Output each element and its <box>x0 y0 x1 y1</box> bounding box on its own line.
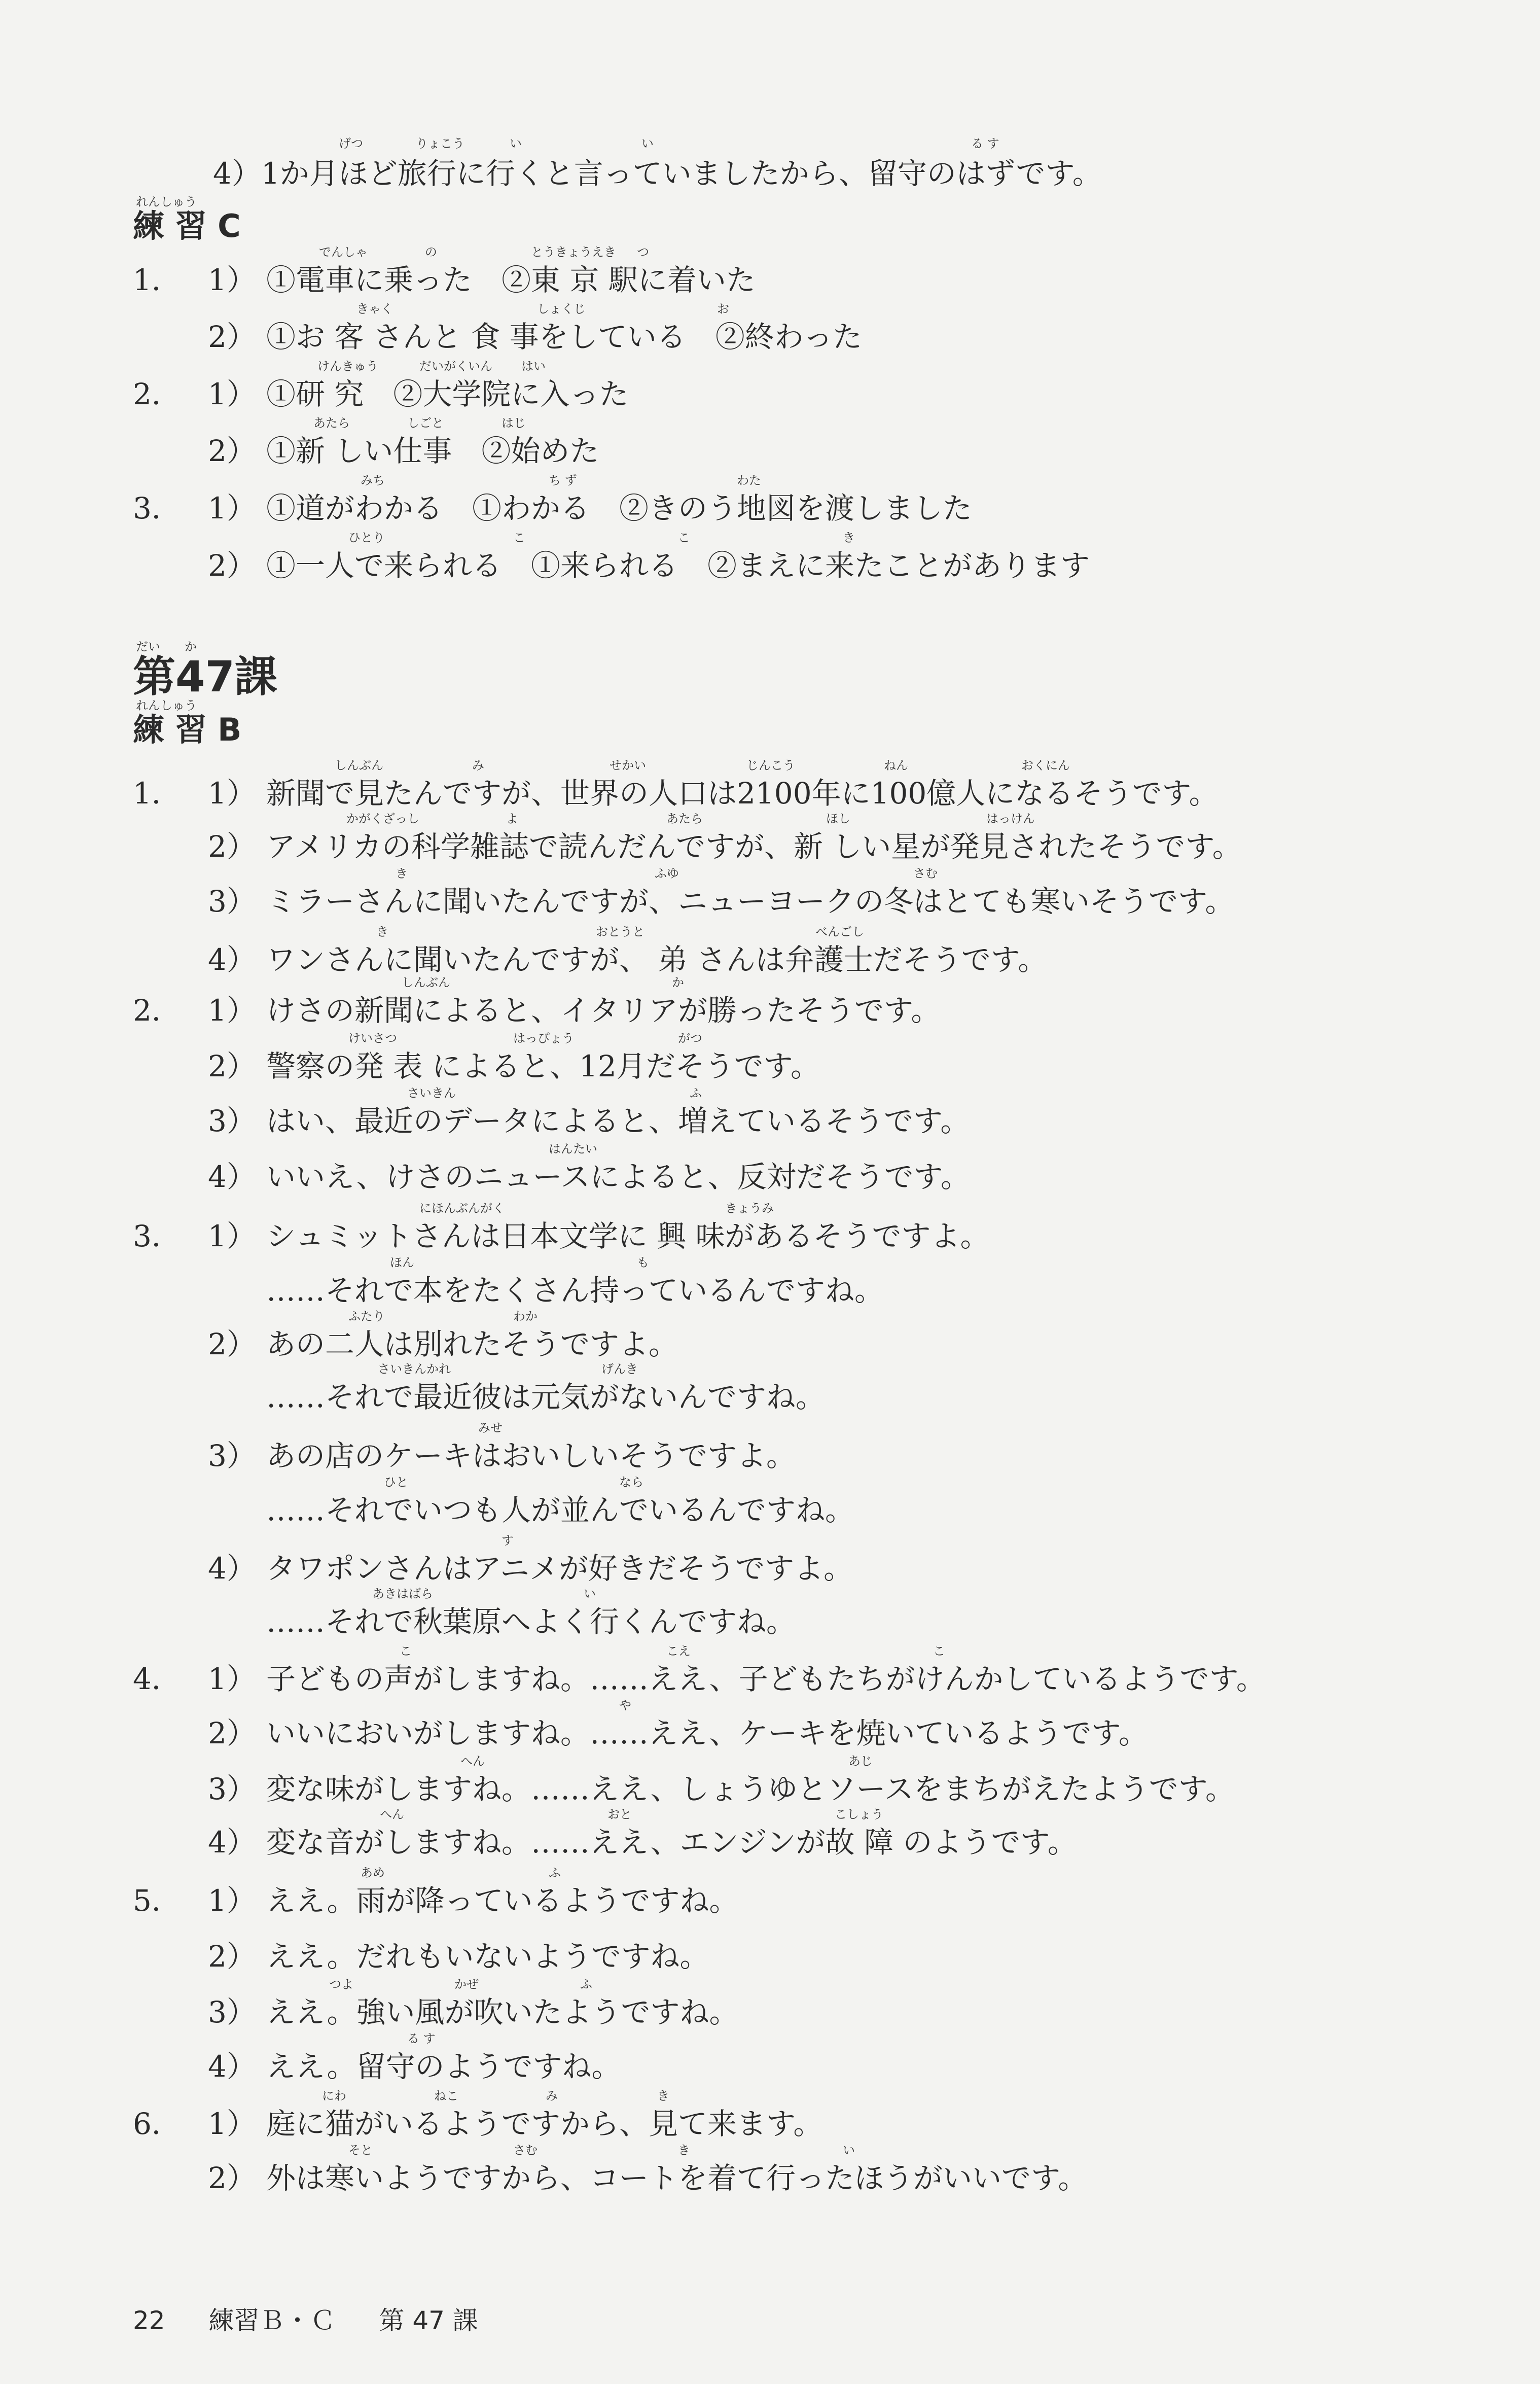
item-text: アメリカの科学雑誌で読んだんですが、新 しい星が発見されたそうです。 <box>266 829 1242 864</box>
item-text: ①道がわかる ①わかる ②きのう地図を渡しました <box>266 491 973 525</box>
item-sub-number: 1） <box>208 263 256 297</box>
furigana: こ <box>400 1644 412 1658</box>
item-text: 警察の発 表 によると、12月だそうです。 <box>266 1049 820 1083</box>
item-number: 2． <box>133 993 181 1028</box>
footer-section: 練習Ｂ・Ｃ <box>208 2306 336 2335</box>
furigana: い <box>641 136 654 151</box>
item-text: 変な音がしますね。……ええ、エンジンが故 障 のようです。 <box>266 1825 1077 1860</box>
furigana: おとうと <box>596 925 644 939</box>
furigana: けんきゅう <box>317 359 378 373</box>
item-sub-number: 2） <box>208 2161 256 2195</box>
item-text: ①電車に乗った ②東 京 駅に着いた <box>266 263 756 297</box>
item-number: 3． <box>133 491 181 525</box>
furigana: しごと <box>407 416 444 430</box>
item-text: タワポンさんはアニメが好きだそうですよ。 <box>266 1551 853 1586</box>
furigana: しょくじ <box>537 302 586 316</box>
item-text: はい、最近のデータによると、増えているそうです。 <box>266 1104 970 1138</box>
item-text: 庭に猫がいるようですから、見て来ます。 <box>266 2107 823 2141</box>
furigana: にわ <box>322 2089 346 2103</box>
furigana: こ <box>678 531 690 545</box>
furigana: か <box>672 975 684 990</box>
item-number: 6． <box>133 2107 181 2141</box>
furigana: み <box>472 758 484 773</box>
furigana: ねこ <box>434 2089 458 2103</box>
furigana: の <box>425 245 437 259</box>
furigana: はっけん <box>986 812 1035 826</box>
item-sub-number: 1） <box>208 377 256 411</box>
item-sub-number: 3） <box>208 1995 256 2029</box>
furigana: さむ <box>513 2143 538 2157</box>
item-sub-number: 1） <box>208 993 256 1028</box>
furigana: はんたい <box>549 1142 597 1156</box>
furigana: なら <box>619 1475 643 1489</box>
furigana: しんぶん <box>402 975 450 990</box>
heading-title: 練 習 B <box>133 711 242 748</box>
dialog-response: ……それで秋葉原へよく行くんですね。 <box>266 1604 796 1639</box>
furigana: はっぴょう <box>513 1031 574 1045</box>
item-text: あの二人は別れたそうですよ。 <box>266 1327 678 1361</box>
furigana: そと <box>348 2143 373 2157</box>
furigana: へん <box>380 1807 404 1821</box>
furigana: ふゆ <box>655 866 679 881</box>
heading-ruby: れんしゅう <box>136 698 197 713</box>
page-number: 22 <box>133 2306 165 2335</box>
item-number: 1． <box>133 776 181 811</box>
furigana: き <box>657 2089 669 2103</box>
furigana: ほし <box>826 812 850 826</box>
item-sub-number: 2） <box>208 320 256 354</box>
furigana: みせ <box>478 1421 503 1435</box>
furigana: す <box>502 1533 514 1548</box>
item-sub-number: 4） <box>208 942 256 977</box>
lesson-heading <box>133 640 277 700</box>
heading-title: 練 習 C <box>133 207 241 244</box>
item-text: ええ。雨が降っているようですね。 <box>266 1883 739 1918</box>
furigana: きょうみ <box>725 1201 774 1215</box>
furigana: お <box>717 302 729 316</box>
furigana: げつ <box>339 136 363 151</box>
item-sub-number: 4） <box>208 1160 256 1194</box>
item-sub-number: 1） <box>208 2107 256 2141</box>
furigana: ねん <box>884 758 908 773</box>
furigana: かがくざっし <box>346 812 419 826</box>
furigana: や <box>619 1698 631 1712</box>
furigana: き <box>843 531 855 545</box>
furigana: はい <box>521 359 546 373</box>
item-text: あの店のケーキはおいしいそうですよ。 <box>266 1439 796 1473</box>
furigana: い <box>843 2143 855 2157</box>
furigana: さいきん <box>407 1086 456 1100</box>
item-number: 5． <box>133 1883 181 1918</box>
item-text: ええ。留守のようですね。 <box>266 2049 621 2084</box>
furigana: み <box>546 2089 558 2103</box>
furigana: ひと <box>384 1475 408 1489</box>
dialog-response: ……それで最近彼は元気がないんですね。 <box>266 1380 826 1414</box>
item-number: 2． <box>133 377 181 411</box>
furigana: ふ <box>549 1866 561 1880</box>
item-text: 新聞で見たんですが、世界の人口は2100年に100億人になるそうです。 <box>266 776 1219 811</box>
item-text: いいえ、けさのニュースによると、反対だそうです。 <box>266 1160 970 1194</box>
furigana: あじ <box>848 1754 873 1768</box>
footer-lesson: 第 47 課 <box>379 2306 478 2335</box>
furigana: き <box>396 866 408 881</box>
item-text: シュミットさんは日本文学に 興 味があるそうですよ。 <box>266 1219 990 1253</box>
furigana: でんしゃ <box>319 245 368 259</box>
item-sub-number: 4） <box>208 2049 256 2084</box>
furigana: せかい <box>610 758 646 773</box>
item-number: 3． <box>133 1219 181 1253</box>
furigana: る す <box>407 2031 436 2046</box>
furigana: へん <box>460 1754 485 1768</box>
item-sub-number: 2） <box>208 1049 256 1083</box>
item-text: ミラーさんに聞いたんですが、ニューヨークの冬はとても寒いそうです。 <box>266 884 1235 919</box>
dialog-response: ……それで本をたくさん持っているんですね。 <box>266 1273 884 1308</box>
furigana: おと <box>607 1807 632 1821</box>
furigana: こ <box>513 531 525 545</box>
item-sub-number: 4） <box>213 156 261 191</box>
item-text: ①お 客 さんと 食 事をしている ②終わった <box>266 320 863 354</box>
furigana: よ <box>506 812 518 826</box>
furigana: つよ <box>329 1977 353 1991</box>
furigana: ひとり <box>348 531 385 545</box>
furigana: あたら <box>313 416 350 430</box>
item-sub-number: 2） <box>208 829 256 864</box>
section-heading-b <box>133 699 241 748</box>
furigana: はじ <box>502 416 526 430</box>
heading-ruby: だい か <box>136 640 197 654</box>
furigana: みち <box>361 473 385 487</box>
item-sub-number: 1） <box>208 1883 256 1918</box>
top-line <box>213 157 1102 190</box>
furigana: ち ず <box>549 473 577 487</box>
furigana: がつ <box>678 1031 702 1045</box>
item-sub-number: 3） <box>208 1104 256 1138</box>
furigana: こ <box>933 1644 945 1658</box>
furigana: る す <box>971 136 999 151</box>
item-sub-number: 1） <box>208 776 256 811</box>
item-text: ええ。強い風が吹いたようですね。 <box>266 1995 739 2029</box>
furigana: あたら <box>666 812 703 826</box>
item-number: 1． <box>133 263 181 297</box>
furigana: げんき <box>601 1362 638 1376</box>
item-sub-number: 1） <box>208 1219 256 1253</box>
furigana: ふ <box>580 1977 592 1991</box>
item-text: 1か月ほど旅行に行くと言っていましたから、留守のはずです。 <box>261 156 1102 191</box>
section-heading-c <box>133 195 241 244</box>
item-number: 4． <box>133 1662 181 1696</box>
furigana: い <box>510 136 522 151</box>
furigana: あきはばら <box>372 1587 433 1601</box>
furigana: も <box>637 1255 649 1270</box>
item-text: 子どもの声がしますね。……ええ、子どもたちがけんかしているようです。 <box>266 1662 1266 1696</box>
furigana: わた <box>737 473 761 487</box>
furigana: き <box>678 2143 690 2157</box>
item-text: 外は寒いようですから、コートを着て行ったほうがいいです。 <box>266 2161 1088 2195</box>
item-sub-number: 4） <box>208 1825 256 1860</box>
furigana: ほん <box>390 1255 414 1270</box>
furigana: い <box>584 1587 596 1601</box>
item-sub-number: 3） <box>208 1772 256 1806</box>
furigana: じんこう <box>746 758 795 773</box>
furigana: ふたり <box>348 1309 385 1323</box>
furigana: き <box>376 925 388 939</box>
item-text: けさの新聞によると、イタリアが勝ったそうです。 <box>266 993 941 1028</box>
furigana: つ <box>637 245 649 259</box>
item-sub-number: 1） <box>208 1662 256 1696</box>
item-sub-number: 2） <box>208 1716 256 1750</box>
item-sub-number: 4） <box>208 1551 256 1586</box>
furigana: けいさつ <box>348 1031 397 1045</box>
item-text: ワンさんに聞いたんですが、 弟 さんは弁護士だそうです。 <box>266 942 1048 977</box>
item-text: ①一人で来られる ①来られる ②まえに来たことがあります <box>266 548 1090 583</box>
furigana: とうきょうえき <box>531 245 616 259</box>
item-text: ①新 しい仕事 ②始めた <box>266 434 599 468</box>
furigana: ふ <box>690 1086 702 1100</box>
item-sub-number: 2） <box>208 1327 256 1361</box>
furigana: あめ <box>361 1866 385 1880</box>
item-text: いいにおいがしますね。……ええ、ケーキを焼いているようです。 <box>266 1716 1148 1750</box>
item-sub-number: 2） <box>208 1939 256 1974</box>
item-text: 変な味がしますね。……ええ、しょうゆとソースをまちがえたようです。 <box>266 1772 1235 1806</box>
item-sub-number: 2） <box>208 548 256 583</box>
furigana: しんぶん <box>335 758 383 773</box>
furigana: さいきんかれ <box>378 1362 451 1376</box>
furigana: かぜ <box>454 1977 479 1991</box>
item-text: ええ。だれもいないようですね。 <box>266 1939 709 1974</box>
furigana: さむ <box>913 866 938 881</box>
furigana: りょこう <box>416 136 464 151</box>
item-sub-number: 2） <box>208 434 256 468</box>
furigana: だいがくいん <box>419 359 492 373</box>
furigana: こえ <box>666 1644 691 1658</box>
furigana: おくにん <box>1021 758 1070 773</box>
heading-ruby: れんしゅう <box>136 195 197 209</box>
furigana: わか <box>513 1309 538 1323</box>
furigana: こしょう <box>835 1807 883 1821</box>
item-text: ①研 究 ②大学院に入った <box>266 377 629 411</box>
furigana: べんごし <box>815 925 864 939</box>
heading-title: 第47課 <box>133 652 277 702</box>
page-footer <box>133 2300 514 2337</box>
item-sub-number: 3） <box>208 1439 256 1473</box>
item-sub-number: 3） <box>208 884 256 919</box>
furigana: にほんぶんがく <box>419 1201 505 1215</box>
furigana: きゃく <box>356 302 393 316</box>
item-sub-number: 1） <box>208 491 256 525</box>
dialog-response: ……それでいつも人が並んでいるんですね。 <box>266 1493 855 1527</box>
